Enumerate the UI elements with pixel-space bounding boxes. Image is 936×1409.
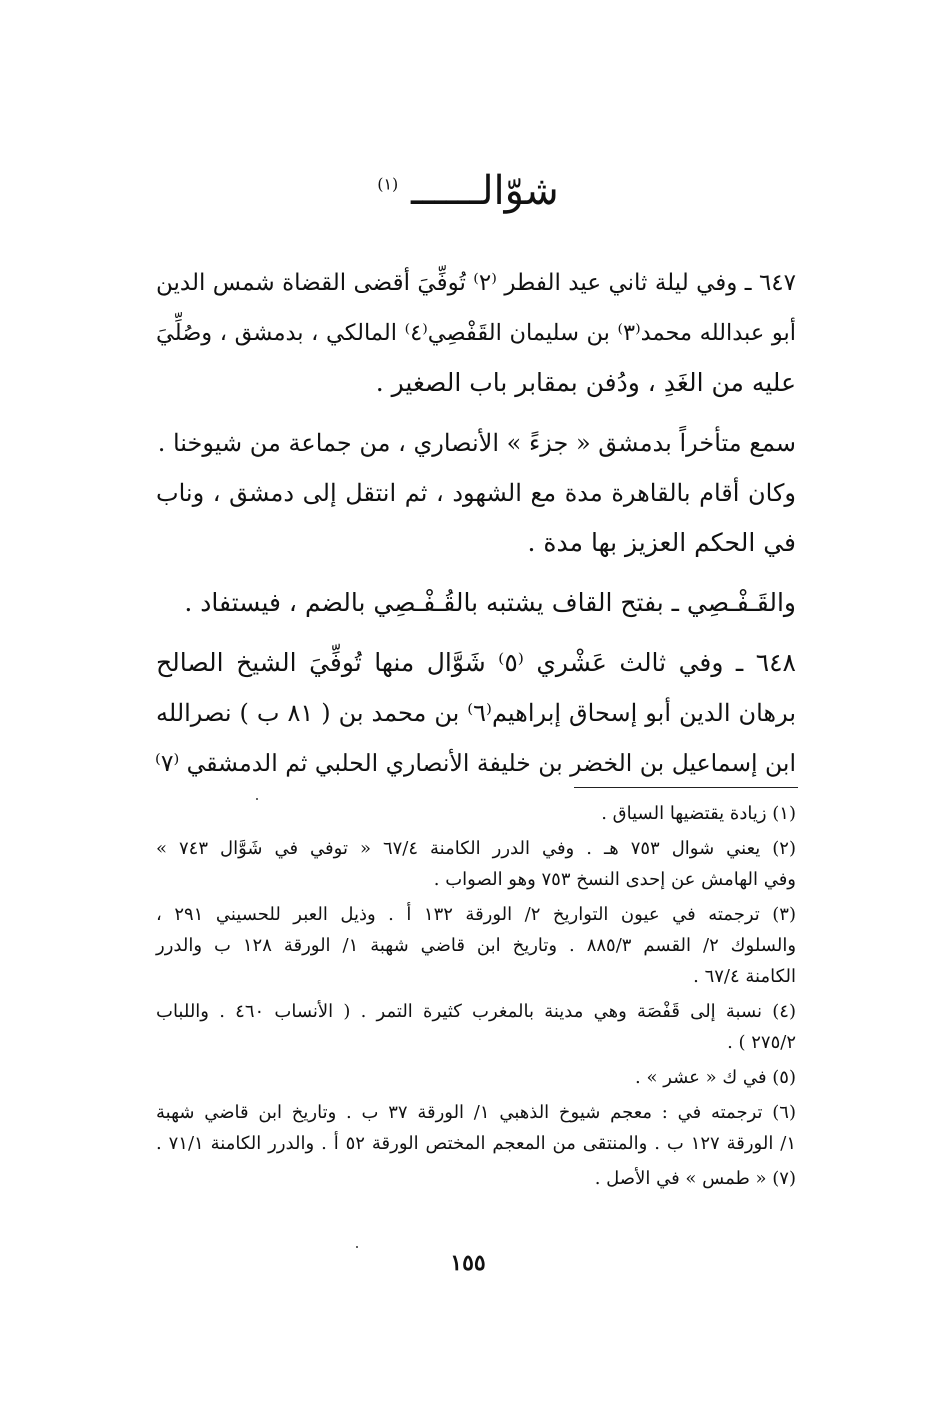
footnote-divider [574, 787, 798, 788]
footnote-line: وفي الهامش عن إحدى النسخ ٧٥٣ وهو الصواب . [433, 869, 796, 890]
heading-title: شوّالــــــ [411, 168, 559, 214]
footnote-6 [156, 1097, 796, 1159]
footnote-5 [156, 1062, 796, 1093]
text-line: ٦٤٨ ـ وفي ثالث عَشْري ⁽٥⁾ شَوَّال منها تُوفِّيَ الشيخ الصالح [156, 648, 796, 677]
footnotes [156, 798, 796, 1194]
footnote-line: (٣) ترجمته في عيون التواريخ ٢/ الورقة ١٣٢ أ . وذيل العبر للحسيني ٢٩١ ، [156, 904, 796, 925]
footnote-line: ٢٧٥/٢ ) . [727, 1032, 796, 1053]
footnote-line: (٤) نسبة إلى قَفْصَة وهي مدينة بالمغرب كثيرة التمر . ( الأنساب ٤٦٠ . واللباب [156, 1001, 796, 1022]
footnote-line: (١) زيادة يقتضيها السياق . [601, 803, 796, 824]
text-line: ابن إسماعيل بن الخضر بن خليفة الأنصاري الحلبي ثم الدمشقي ⁽٧⁾ [155, 749, 796, 777]
footnote-line: (٧) « طمس » في الأصل . [594, 1168, 796, 1189]
footnote-line: والسلوك ٢/ القسم ٨٨٥/٣ . وتاريخ ابن قاضي شهبة ١/ الورقة ١٢٨ ب والدرر [156, 935, 797, 956]
footnote-line: (٦) ترجمته في : معجم شيوخ الذهبي ١/ الورقة ٣٧ ب . وتاريخ ابن قاضي شهبة [156, 1102, 796, 1123]
paragraph-647 [156, 258, 796, 408]
footnote-3 [156, 899, 796, 992]
heading-footnote-ref: (١) [377, 174, 399, 194]
text-line: وكان أقام بالقاهرة مدة مع الشهود ، ثم انتقل إلى دمشق ، وناب [156, 479, 796, 507]
text-line: أبو عبدالله محمد⁽٣⁾ بن سليمان القَفْصِي⁽٤⁾ المالكي ، بدمشق ، وصُلِّيَ [156, 320, 796, 346]
paragraph-heard [156, 418, 796, 568]
footnote-line: الكامنة ٦٧/٤ . [693, 966, 796, 987]
footnote-4 [156, 996, 796, 1058]
text-line: ٦٤٧ ـ وفي ليلة ثاني عيد الفطر ⁽٢⁾ تُوفِّيَ أقضى القضاة شمس الدين [156, 270, 796, 296]
main-text [156, 258, 796, 788]
paragraph-648 [156, 638, 796, 788]
footnote-2 [156, 833, 796, 895]
text-line: برهان الدين أبو إسحاق إبراهيم⁽٦⁾ بن محمد بن ( ٨١ ب ) نصرالله [156, 699, 797, 727]
footnote-7 [156, 1163, 796, 1194]
page-number: ١٥٥ [450, 1250, 486, 1276]
text-line: والقَـفْـصِي ـ بفتح القاف يشتبه بالقُـفْـصِي بالضم ، فيستفاد . [184, 588, 796, 617]
scan-speck [256, 798, 258, 800]
text-line: سمع متأخراً بدمشق « جزءً » الأنصاري ، من جماعة من شيوخنا . [157, 429, 796, 457]
text-line: عليه من الغَدِ ، ودُفن بمقابر باب الصغير . [375, 368, 796, 397]
paragraph-qafsi [156, 578, 796, 628]
footnote-line: ١/ الورقة ١٢٧ ب . والمنتقى من المعجم المختص الورقة ٥٢ أ . والدرر الكامنة ٧١/١ . [156, 1133, 796, 1154]
text-line: في الحكم العزيز بها مدة . [527, 528, 796, 557]
footnote-line: (٥) في ك « عشر » . [635, 1067, 796, 1088]
footnote-1 [156, 798, 796, 829]
footnote-line: (٢) يعني شوال ٧٥٣ هـ . وفي الدرر الكامنة ٦٧/٤ « توفي في شَوَّال ٧٤٣ » [156, 838, 796, 859]
chapter-heading [0, 168, 936, 214]
scan-speck [356, 1246, 358, 1248]
